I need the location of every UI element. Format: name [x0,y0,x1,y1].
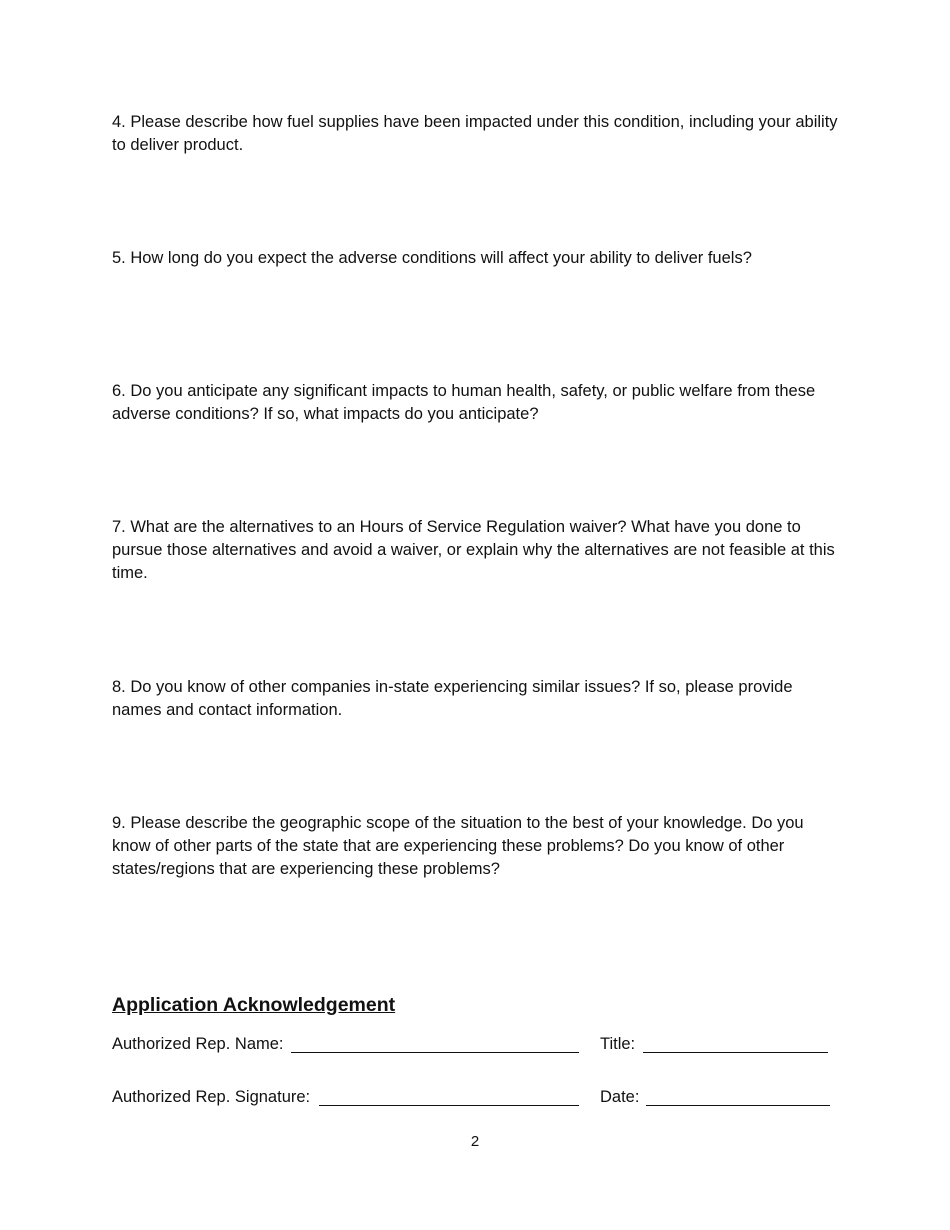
rep-signature-field[interactable] [319,1105,579,1106]
question-7: 7. What are the alternatives to an Hours of Service Regulation waiver? What have you done to pursue those alternatives and avoid a waiver, or explain why the alternatives are not feasible at this time. [112,518,835,582]
rep-name-label: Authorized Rep. Name: [112,1035,284,1053]
question-4: 4. Please describe how fuel supplies have been impacted under this condition, including your ability to deliver product. [112,113,838,154]
question-9: 9. Please describe the geographic scope of the situation to the best of your knowledge. Do you know of other parts of the state that are experiencing these problems? Do you know of other states/regions that are experiencing these problems? [112,814,804,878]
rep-name-field[interactable] [291,1052,579,1053]
date-field[interactable] [646,1105,830,1106]
acknowledgement-heading: Application Acknowledgement [112,994,396,1016]
question-5: 5. How long do you expect the adverse conditions will affect your ability to deliver fuels? [112,249,752,267]
date-label: Date: [600,1088,640,1106]
rep-signature-label: Authorized Rep. Signature: [112,1088,311,1106]
title-field[interactable] [643,1052,828,1053]
title-label: Title: [600,1035,636,1053]
question-8: 8. Do you know of other companies in-state experiencing similar issues? If so, please provide names and contact information. [112,678,793,719]
page-number: 2 [470,1133,480,1150]
question-6: 6. Do you anticipate any significant impacts to human health, safety, or public welfare from these adverse conditions? If so, what impacts do you anticipate? [112,382,816,423]
